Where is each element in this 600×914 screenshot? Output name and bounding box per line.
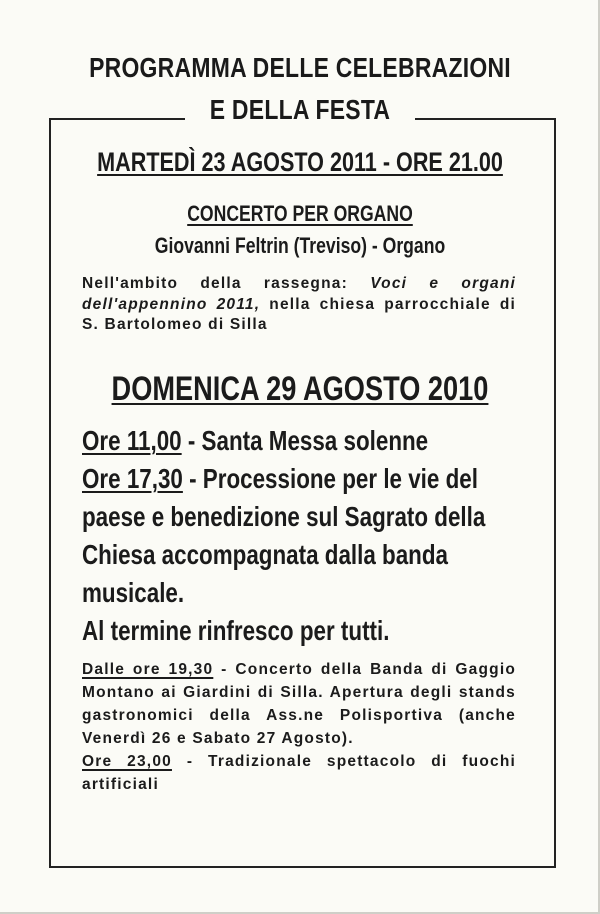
event2-date-text: DOMENICA 29 AGOSTO 2010 [111,370,489,408]
page-title-line-2: E DELLA FESTA [209,94,391,125]
evening-time-2: Ore 23,00 [82,753,172,770]
event2-date [60,370,540,409]
schedule-item-procession [82,460,514,650]
evening-text-2: - Tradizionale spettacolo di fuochi artificiali [82,753,516,793]
concert-context-prefix: Nell'ambito della rassegna: [82,275,371,292]
event1-date [60,147,540,178]
procession-time: Ore 17,30 [82,463,183,494]
mass-text: - Santa Messa solenne [181,425,429,456]
evening-time-1: Dalle ore 19,30 [82,661,214,678]
event1-date-text: MARTEDÌ 23 AGOSTO 2011 - ORE 21.00 [97,147,503,177]
concert-context [82,274,516,336]
mass-time: Ore 11,00 [82,425,182,456]
refreshment-text: Al termine rinfresco per tutti. [82,615,390,646]
evening-program [82,658,516,796]
evening-text-1: - Concerto della Banda di Gaggio Montano ai Giardini di Silla. Apertura degli stands gastronomici della Ass.ne Polisportiva (anche Venerdì 26 e Sabato 27 Agosto). [82,661,516,747]
concert-title-text: CONCERTO PER ORGANO [187,201,413,226]
page-title-line-1: PROGRAMMA DELLE CELEBRAZIONI [89,52,511,83]
concert-context-suffix: nella chiesa parrocchiale di S. Bartolomeo di Silla [82,295,517,333]
concert-title [60,201,540,227]
schedule-item-mass [82,422,514,460]
procession-text: - Processione per le vie del paese e benedizione sul Sagrato della Chiesa accompagnata dalla banda musicale. [82,463,486,608]
performer: Giovanni Feltrin (Treviso) - Organo [154,233,446,258]
concert-context-series: Voci e organi dell'appennino 2011, [82,275,516,313]
